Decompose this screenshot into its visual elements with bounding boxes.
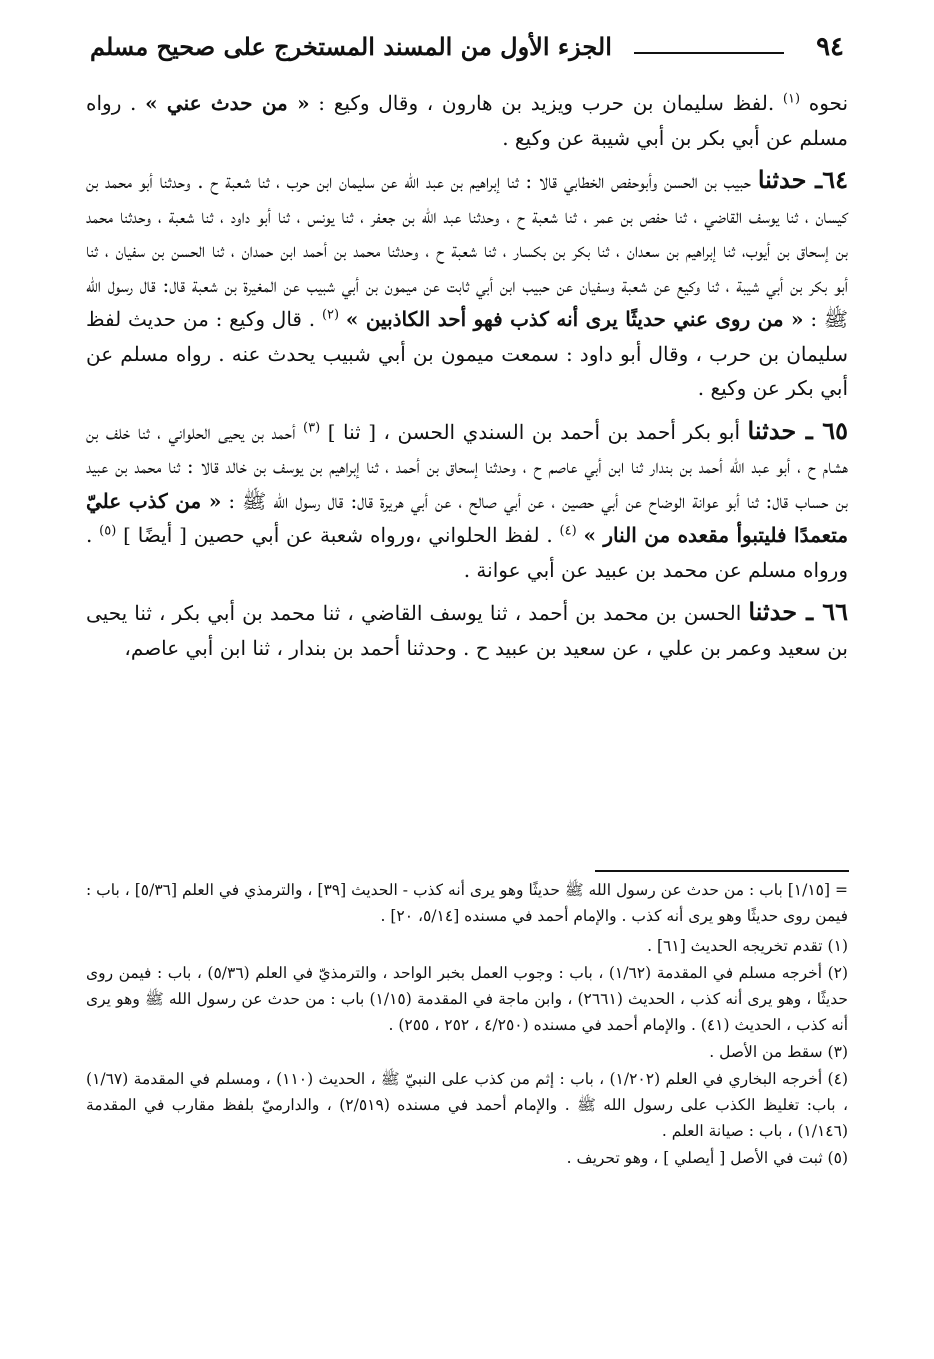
isnad-text: حبيب بن الحسن وأبوحفص الخطابي قالا : ثنا إبراهيم بن عبد الله عن سليمان ابن حرب ، ثنا شعبة ح . وحدثنا أبو محمد بن كيسان ، ثنا يوسف القاضي ، ثنا حفص بن عمر ، ثنا شعبة ح ، وحدثنا عبد الله بن جعفر ، ثنا يونس ، ثنا أبو داود ، ثنا شعبة ، وحدثنا محمد بن إسحاق بن أيوب، ثنا إبراهيم بن سعدان ، ثنا بكر بن بكسار ، ثنا شعبة ح ، وحدثنا محمد بن أحمد ابن حمدان ، ثنا الحسن بن سفيان ، ثنا أبو بكر بن أبي شيبة ، ثنا وكيع عن شعبة وسفيان عن حبيب ابن أبي ثابت عن ميمون بن أبي شبيب عن المغيرة بن شعبة قال: قال رسول الله ﷺ :	[86, 169, 849, 331]
page-header	[90, 30, 844, 70]
hadith-quote: « من روى عني حديثًا يرى أنه كذب فهو أحد الكاذبين »	[345, 307, 804, 331]
footnotes	[86, 877, 848, 1172]
footnote-marker: (٣)	[303, 419, 321, 435]
footnote-2: (٢) أخرجه مسلم في المقدمة (١/٦٢) ، باب : وجوب العمل بخبر الواحد ، والترمذيّ في العلم (٥/٣٦) ، باب : فيمن روى حديثًا ، وهو يرى أنه كذب ، الحديث (٢٦٦١) ، وابن ماجة في المقدمة (١/١٥) باب : من حدث عن رسول الله ﷺ وهو يرى أنه كذب ، الحديث (٤١) . والإمام أحمد في مسنده (٤/٢٥٠ ، ٢٥٢ ، ٢٥٥) .	[86, 964, 849, 1034]
hadith-number-heading: ٦٦ ـ حدثنا	[748, 597, 848, 626]
hadith-66	[86, 595, 848, 665]
isnad-text: أحمد بن يحيى الحلواني ، ثنا خلف بن هشام ح ، أبو عبد الله أحمد بن بندار ثنا ابن أبي عاصم ح ، وحدثنا إسحاق بن أحمد ، ثنا إبراهيم بن يوسف بن خالد قالا : ثنا محمد بن عبيد بن حساب قال: ثنا أبو عوانة الوضاح عن أبي حصين ، عن أبي صالح ، عن أبي هريرة قال: قال رسول الله ﷺ :	[86, 419, 848, 513]
text-span: . رواه مسلم عن أبي بكر بن أبي شيبة عن وكيع .	[86, 91, 848, 150]
footnote-marker: (٤)	[559, 523, 577, 539]
text-span: . ورواه مسلم عن محمد بن عبيد عن أبي عوانة .	[86, 523, 848, 582]
footnote-marker: (١)	[782, 91, 801, 107]
footnote-marker: (٥)	[99, 523, 117, 539]
hadith-quote: « من حدث عني »	[145, 91, 310, 115]
footnote-continuation: = [١/١٥] باب : من حدث عن رسول الله ﷺ حديثًا وهو يرى أنه كذب - الحديث [٣٩] ، والترمذي في العلم [٥/٣٦] ، باب : فيمن روى حديثًا وهو يرى أنه كذب . والإمام أحمد في مسنده [٥/١٤، ٢٠] .	[86, 881, 848, 925]
footnote-rule	[595, 870, 849, 872]
hadith-number-heading: ٦٥ ـ حدثنا	[747, 415, 849, 445]
hadith-65	[86, 414, 848, 588]
footnote-4: (٤) أخرجه البخاري في العلم (١/٢٠٢) ، باب : إثم من كذب على النبيّ ﷺ ، الحديث (١١٠) ، ومسلم في المقدمة (١/٦٧) ، باب: تغليظ الكذب على رسول الله ﷺ . والإمام أحمد في مسنده (٢/٥١٩) ، والدارميّ بلفظ مقارب في المقدمة (١/١٤٦) ، باب : صيانة العلم .	[86, 1070, 849, 1140]
text-span: . لفظ الحلواني ،ورواه شعبة عن أبي حصين [ أيضًا ]	[123, 523, 553, 547]
paragraph-intro	[86, 86, 848, 155]
hadith-64	[86, 163, 848, 406]
isnad-text: الحسن بن محمد بن أحمد ، ثنا يوسف القاضي ، ثنا محمد بن أبي بكر ، ثنا يحيى بن سعيد وعمر بن علي ، عن سعيد بن عبيد ح . وحدثنا أحمد بن بندار ، ثنا ابن أبي عاصم،	[86, 601, 848, 660]
text-span: نحوه	[808, 91, 849, 115]
text-span: .لفظ سليمان بن حرب ويزيد بن هارون ، وقال وكيع :	[309, 91, 775, 115]
footnote-marker: (٢)	[321, 307, 340, 323]
hadith-quote: « من كذب عليّ متعمدًا فليتبوأ مقعده من النار »	[86, 488, 849, 547]
text-span: . قال وكيع : من حديث لفظ سليمان بن حرب ، وقال أبو داود : سمعت ميمون بن أبي شبيب يحدث عنه . رواه مسلم عن أبي بكر عن وكيع .	[86, 307, 848, 400]
main-text	[86, 86, 848, 673]
page-number: ٩٤	[816, 32, 844, 62]
footnote-1: (١) تقدم تخريجه الحديث [٦١] .	[647, 937, 848, 955]
isnad-text: أبو بكر أحمد بن أحمد بن السندي الحسن ، [ ثنا ]	[327, 419, 741, 444]
header-rule	[634, 52, 784, 54]
footnote-5: (٥) ثبت في الأصل [ أيصلي ] ، وهو تحريف .	[566, 1149, 848, 1167]
footnote-3: (٣) سقط من الأصل .	[709, 1043, 848, 1061]
running-title: الجزء الأول من المسند المستخرج على صحيح مسلم	[90, 32, 612, 61]
hadith-number-heading: ٦٤ـ حدثنا	[757, 165, 848, 194]
